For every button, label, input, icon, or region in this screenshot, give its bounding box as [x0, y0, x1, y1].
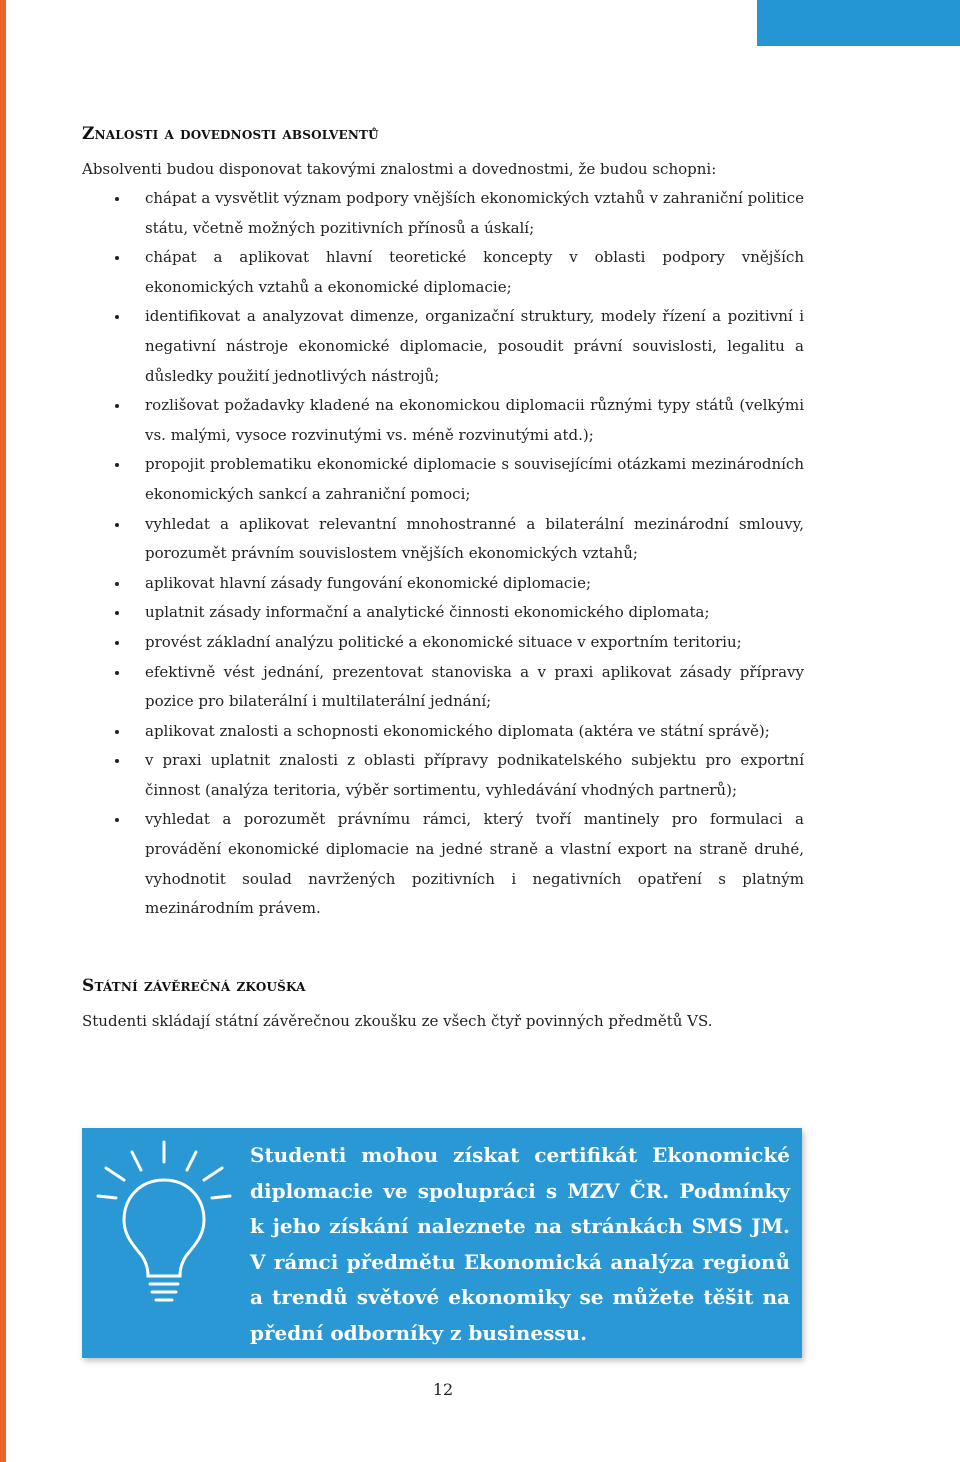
bullet-icon: [115, 582, 119, 586]
bullet-icon: [115, 463, 119, 467]
list-item: aplikovat znalosti a schopnosti ekonomického diplomata (aktéra ve státní správě);: [82, 717, 804, 747]
list-item: uplatnit zásady informační a analytické činnosti ekonomického diplomata;: [82, 598, 804, 628]
list-item: provést základní analýzu politické a ekonomické situace v exportním teritoriu;: [82, 628, 804, 658]
list-item: vyhledat a porozumět právnímu rámci, který tvoří mantinely pro formulaci a provádění ekonomické diplomacie na jedné straně a vlastní export na straně druhé, vyhodnotit soulad navržených pozitivních i negativních opatření s platným mezinárodním právem.: [82, 805, 804, 923]
section-heading: Znalosti a dovednosti absolventů: [82, 124, 379, 144]
top-accent-tab: [757, 0, 960, 46]
section-heading: Státní závěrečná zkouška: [82, 976, 306, 996]
page-number: 12: [432, 1380, 454, 1399]
list-item: vyhledat a aplikovat relevantní mnohostranné a bilaterální mezinárodní smlouvy, porozumět právním souvislostem vnějších ekonomických vztahů;: [82, 510, 804, 569]
bullet-icon: [115, 315, 119, 319]
bullet-icon: [115, 611, 119, 615]
info-callout: [82, 1128, 802, 1358]
list-item: identifikovat a analyzovat dimenze, organizační struktury, modely řízení a pozitivní i negativní nástroje ekonomické diplomacie, posoudit právní souvislosti, legalitu a důsledky použití jednotlivých nástrojů;: [82, 302, 804, 391]
skills-list: [82, 184, 804, 924]
left-accent-stripe: [0, 0, 6, 1462]
section-knowledge-skills: [82, 124, 804, 924]
bullet-icon: [115, 523, 119, 527]
lightbulb-icon: [94, 1138, 234, 1308]
bullet-icon: [115, 730, 119, 734]
intro-paragraph: Absolventi budou disponovat takovými znalostmi a dovednostmi, že budou schopni:: [82, 160, 717, 178]
exam-paragraph: Studenti skládají státní závěrečnou zkoušku ze všech čtyř povinných předmětů VS.: [82, 1012, 713, 1030]
list-item: propojit problematiku ekonomické diplomacie s souvisejícími otázkami mezinárodních ekonomických sankcí a zahraniční pomoci;: [82, 450, 804, 509]
section-state-exam: [82, 976, 842, 1034]
bullet-icon: [115, 759, 119, 763]
list-item: chápat a aplikovat hlavní teoretické koncepty v oblasti podpory vnějších ekonomických vztahů a ekonomické diplomacie;: [82, 243, 804, 302]
callout-text: Studenti mohou získat certifikát Ekonomické diplomacie ve spolupráci s MZV ČR. Podmínky k jeho získání naleznete na stránkách SMS JM. V rámci předmětu Ekonomická analýza regionů a trendů světové ekonomiky se můžete těšit na přední odborníky z businessu.: [250, 1143, 790, 1345]
list-item: v praxi uplatnit znalosti z oblasti přípravy podnikatelského subjektu pro exportní činnost (analýza teritoria, výběr sortimentu, vyhledávání vhodných partnerů);: [82, 746, 804, 805]
bullet-icon: [115, 641, 119, 645]
bullet-icon: [115, 404, 119, 408]
bullet-icon: [115, 671, 119, 675]
list-item: rozlišovat požadavky kladené na ekonomickou diplomacii různými typy států (velkými vs. malými, vysoce rozvinutými vs. méně rozvinutými atd.);: [82, 391, 804, 450]
list-item: chápat a vysvětlit význam podpory vnějších ekonomických vztahů v zahraniční politice státu, včetně možných pozitivních přínosů a úskalí;: [82, 184, 804, 243]
list-item: aplikovat hlavní zásady fungování ekonomické diplomacie;: [82, 569, 804, 599]
bullet-icon: [115, 256, 119, 260]
bullet-icon: [115, 818, 119, 822]
list-item: efektivně vést jednání, prezentovat stanoviska a v praxi aplikovat zásady přípravy pozice pro bilaterální i multilaterální jednání;: [82, 658, 804, 717]
bullet-icon: [115, 197, 119, 201]
